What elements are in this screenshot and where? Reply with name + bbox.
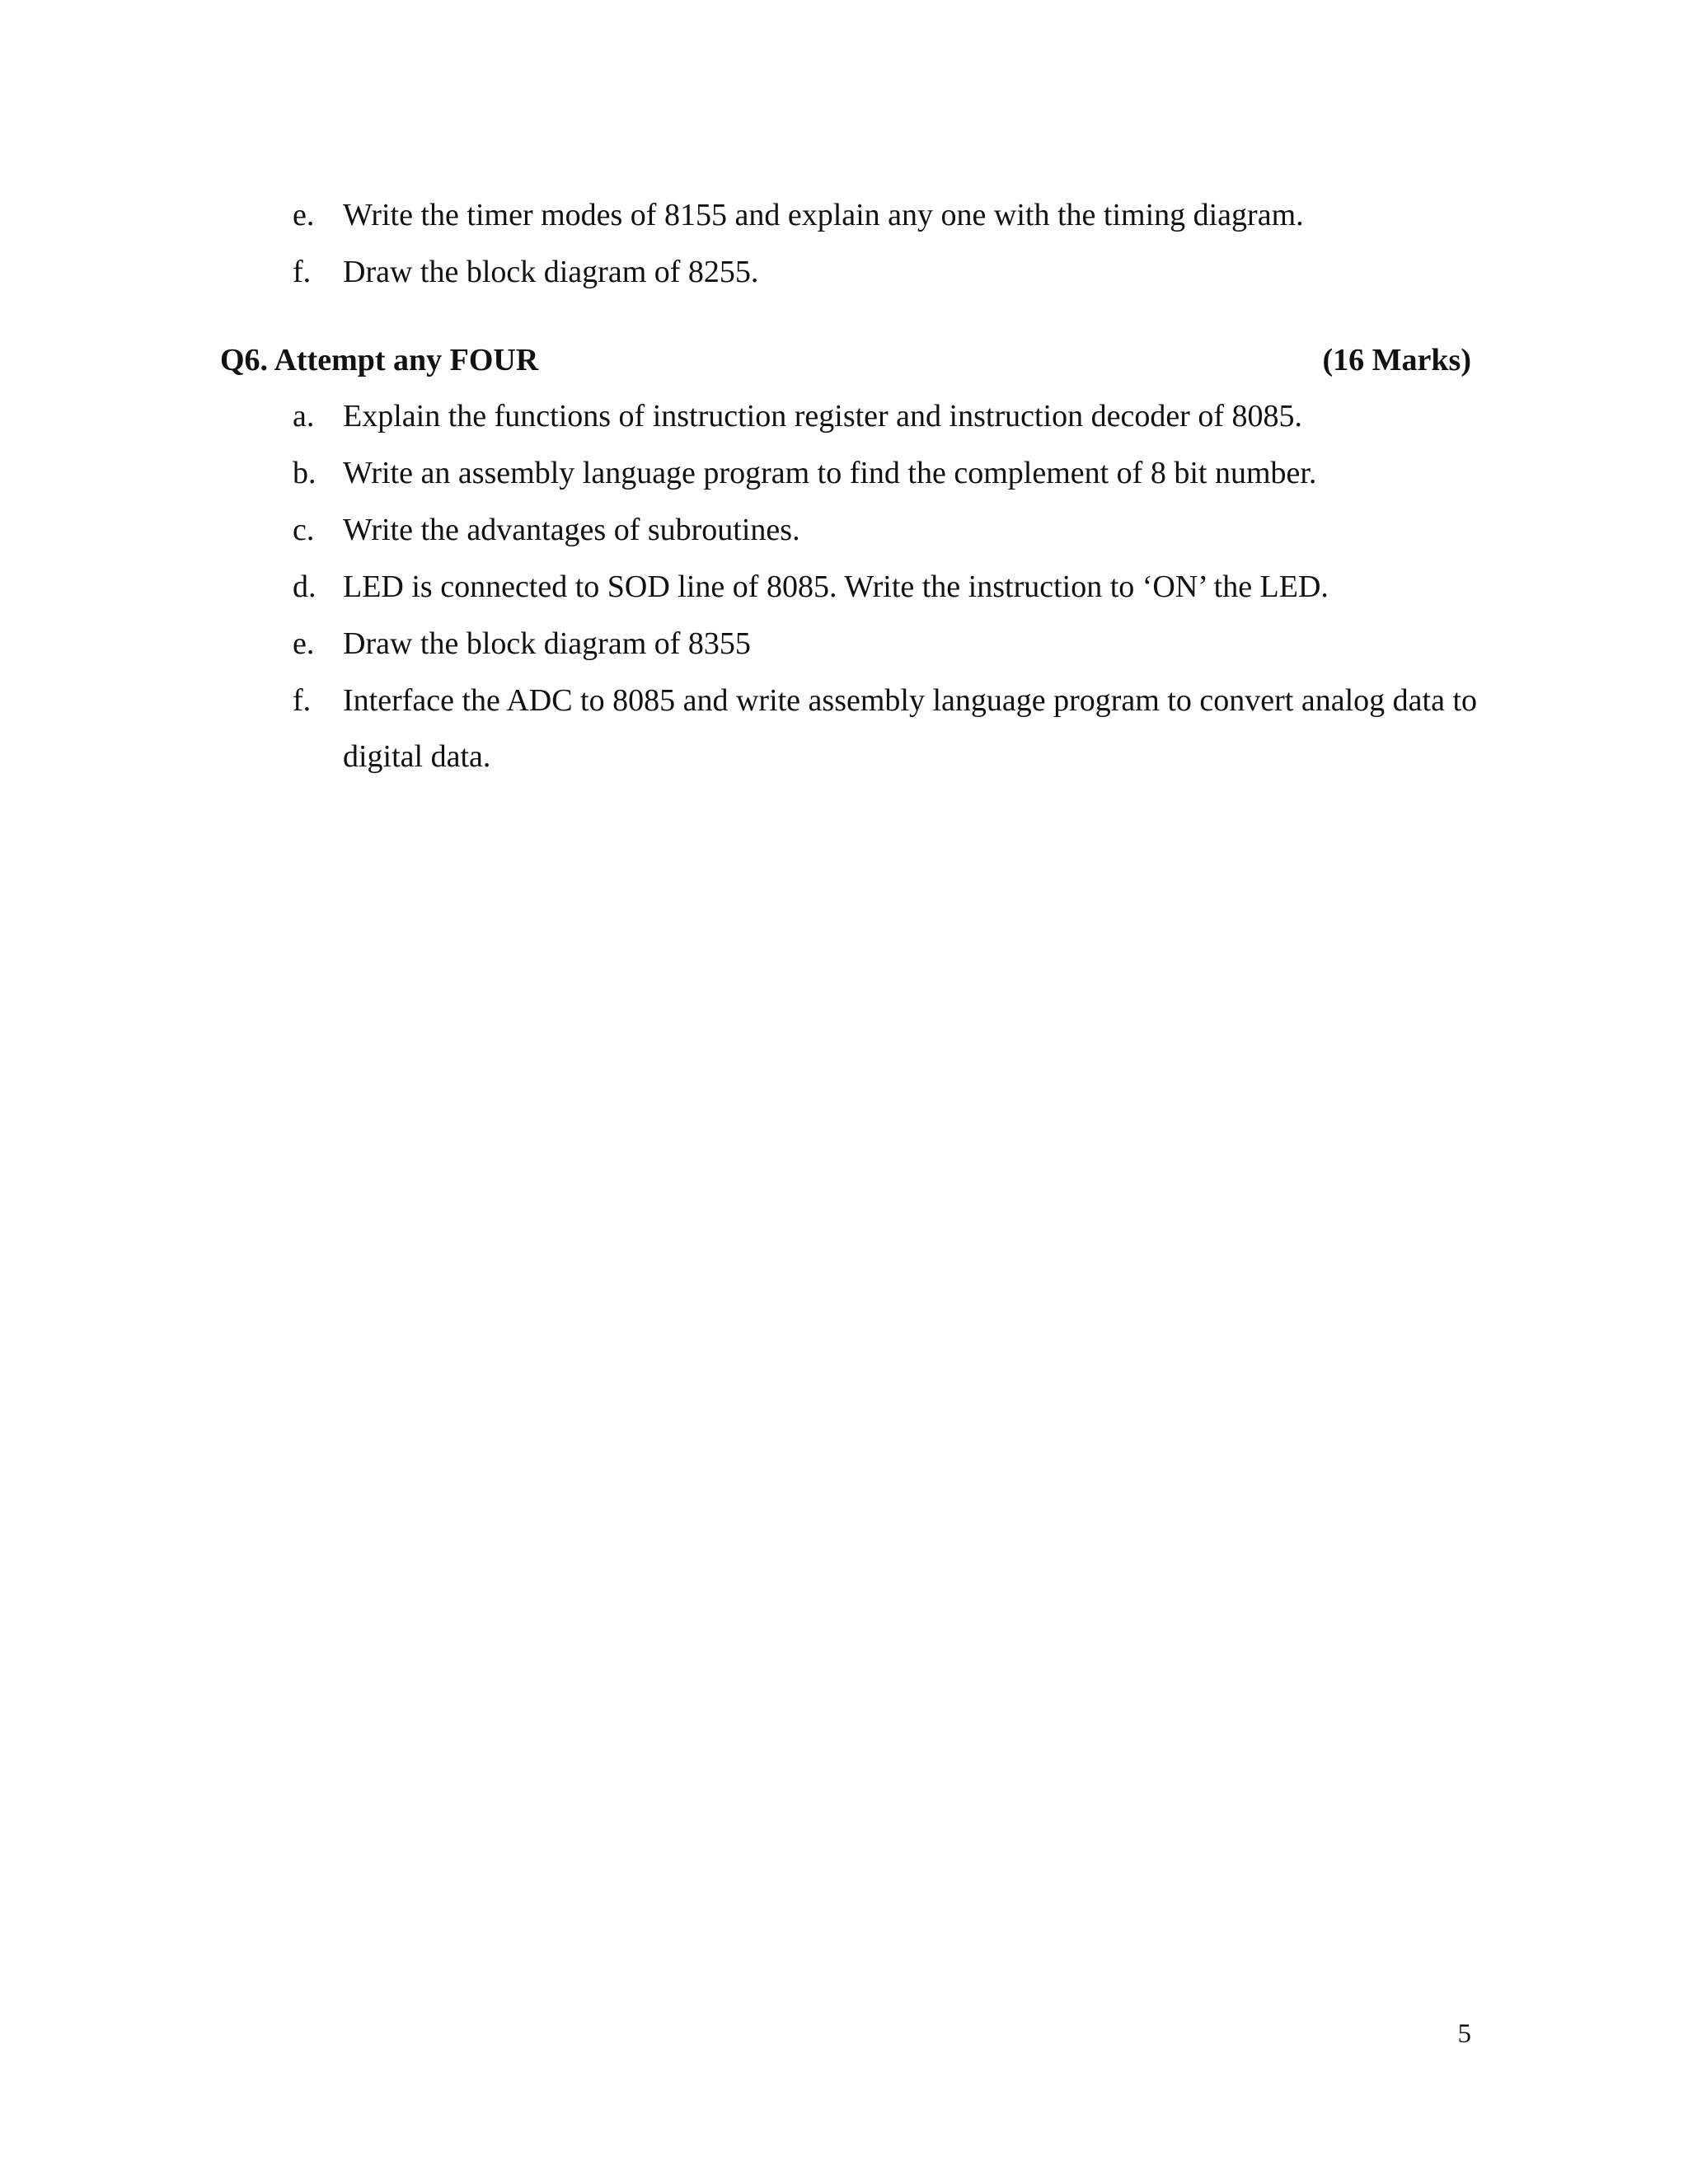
item-text: Write the timer modes of 8155 and explain any one with the timing diagram.	[343, 198, 1304, 232]
item-letter: d.	[293, 569, 316, 604]
item-text: Draw the block diagram of 8255.	[343, 255, 759, 289]
question-title: Q6. Attempt any FOUR	[220, 343, 539, 377]
page-number: 5	[1457, 2019, 1471, 2049]
item-letter: c.	[293, 513, 315, 547]
item-text: Write the advantages of subroutines.	[343, 513, 800, 547]
item-letter: e.	[293, 198, 315, 232]
item-text: LED is connected to SOD line of 8085. Write the instruction to ‘ON’ the LED.	[343, 569, 1329, 604]
item-text: Interface the ADC to 8085 and write assembly language program to convert analog data to digital data.	[343, 683, 1477, 774]
question-marks: (16 Marks)	[1322, 343, 1471, 377]
item-letter: e.	[293, 626, 315, 661]
item-letter: f.	[293, 255, 312, 289]
item-text: Explain the functions of instruction register and instruction decoder of 8085.	[343, 399, 1302, 434]
item-text: Draw the block diagram of 8355	[343, 626, 751, 661]
item-letter: f.	[293, 683, 312, 718]
item-text: Write an assembly language program to find the complement of 8 bit number.	[343, 456, 1317, 490]
item-letter: b.	[293, 456, 316, 490]
item-letter: a.	[293, 399, 315, 434]
